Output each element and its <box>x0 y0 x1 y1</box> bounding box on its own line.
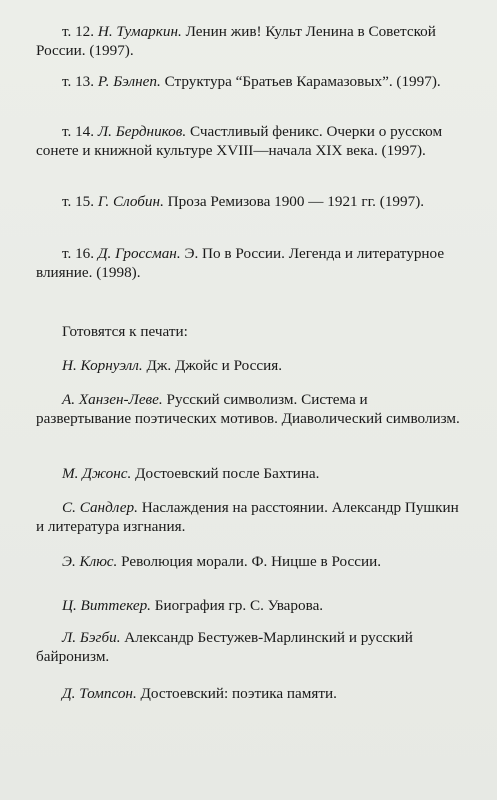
list-item <box>36 192 461 211</box>
author: Н. Корнуэлл. <box>62 357 143 374</box>
author: Э. Клюс. <box>62 553 118 570</box>
section-heading: Готовятся к печати: <box>62 323 188 340</box>
book-title: Структура “Братьев Карамазовых”. (1997). <box>164 73 441 90</box>
book-title: Э. По в России. Легенда и литературное влияние. (1998). <box>36 245 445 281</box>
book-title: Достоевский: поэтика памяти. <box>140 685 337 702</box>
book-title: Дж. Джойс и Россия. <box>146 357 283 374</box>
author: Г. Слобин. <box>97 193 164 210</box>
author: Д. Гроссман. <box>97 245 181 262</box>
list-item <box>36 684 461 703</box>
volume-number: т. 16. <box>62 245 95 262</box>
list-item <box>36 244 461 282</box>
book-title: Русский символизм. Система и развертывание поэтических мотивов. Диаволический символизм. <box>36 391 460 427</box>
author: Ц. Виттекер. <box>62 597 151 614</box>
author: Л. Бердников. <box>97 123 187 140</box>
author: Н. Тумаркин. <box>97 23 182 40</box>
book-title: Революция морали. Ф. Ницше в России. <box>121 553 382 570</box>
book-title: Наслаждения на расстоянии. Александр Пушкин и литература изгнания. <box>36 499 459 535</box>
book-title: Биография гр. С. Уварова. <box>154 597 324 614</box>
book-title: Ленин жив! Культ Ленина в Советской России. (1997). <box>36 23 436 59</box>
author: С. Сандлер. <box>62 499 138 516</box>
list-item <box>36 596 461 615</box>
author: А. Ханзен-Леве. <box>62 391 163 408</box>
list-item <box>36 464 461 483</box>
author: М. Джонс. <box>62 465 132 482</box>
volume-number: т. 12. <box>62 23 95 40</box>
author: Л. Бэгби. <box>62 629 121 646</box>
list-item <box>36 498 461 536</box>
list-item <box>36 72 461 91</box>
volume-number: т. 15. <box>62 193 95 210</box>
list-item <box>36 122 461 160</box>
book-title: Счастливый феникс. Очерки о русском сонете и книжной культуре XVIII—начала XIX века. (1997). <box>36 123 443 159</box>
book-title: Проза Ремизова 1900 — 1921 гг. (1997). <box>167 193 425 210</box>
list-item <box>36 552 461 571</box>
book-title: Достоевский после Бахтина. <box>135 465 320 482</box>
list-item <box>36 22 461 60</box>
volume-number: т. 13. <box>62 73 95 90</box>
list-item <box>36 356 461 375</box>
list-item <box>36 390 461 428</box>
author: Р. Бэлнеп. <box>97 73 161 90</box>
list-item <box>36 628 461 666</box>
author: Д. Томпсон. <box>62 685 137 702</box>
volume-number: т. 14. <box>62 123 95 140</box>
book-title: Александр Бестужев-Марлинский и русский байронизм. <box>36 629 413 665</box>
